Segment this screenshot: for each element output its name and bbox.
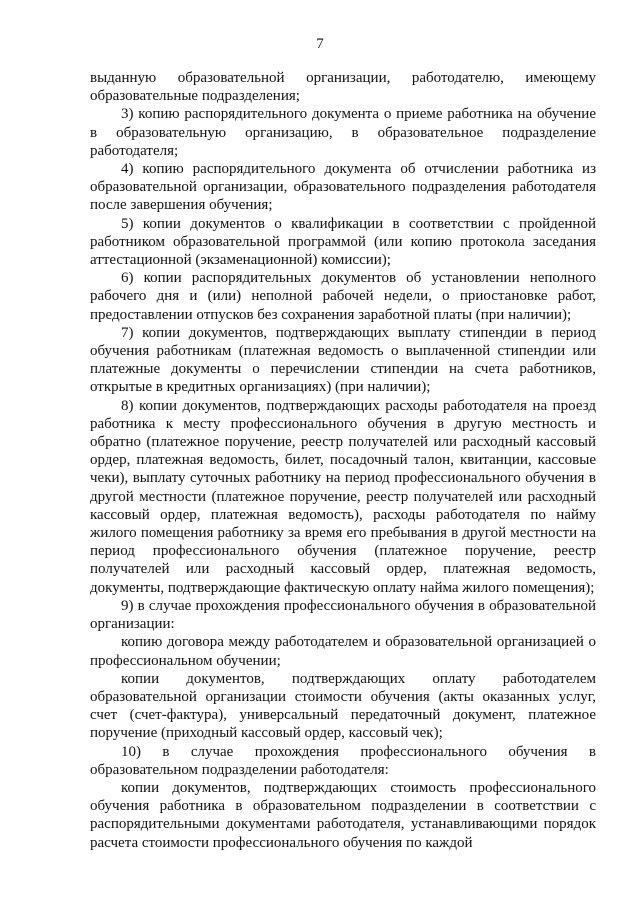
paragraph-item-5: 5) копии документов о квалификации в соответствии с пройденной работником образовательной программой (или копию протокола заседания аттестационной (экзаменационной) комиссии);: [90, 215, 596, 269]
paragraph-item-10: 10) в случае прохождения профессионального обучения в образовательном подразделении работодателя:: [90, 743, 596, 778]
paragraph-item-9-contract: копию договора между работодателем и образовательной организацией о профессиональном обучении;: [90, 634, 596, 669]
paragraph-item-6: 6) копии распорядительных документов об установлении неполного рабочего дня и (или) неполной рабочей недели, о приостановке работ, предоставлении отпусков без сохранения заработной платы (при наличии);: [90, 270, 596, 323]
document-body: [90, 69, 596, 852]
paragraph-item-10-cost: копии документов, подтверждающих стоимость профессионального обучения работника в образовательном подразделении в соответствии с распорядительными документами работодателя, устанавливающими порядок расчета стоимости профессионального обучения по каждой: [90, 779, 596, 851]
paragraph-item-8: 8) копии документов, подтверждающих расходы работодателя на проезд работника к месту профессионального обучения в другую местность и обратно (платежное поручение, реестр получателей или расходный кассовый ордер, платежная ведомость, билет, посадочный талон, квитанции, кассовые чеки), выплату суточных работнику на период профессионального обучения в другой местности (платежное поручение, реестр получателей или расходный кассовый ордер, платежная ведомость), расходы работодателя по найму жилого помещения работнику за время его пребывания в другой местности на период профессионального обучения (платежное поручение, реестр получателей или расходный кассовый ордер, платежная ведомость, документы, подтверждающие фактическую оплату найма жилого помещения);: [90, 397, 596, 596]
paragraph-item-4: 4) копию распорядительного документа об отчислении работника из образовательной организации, образовательного подразделения работодателя после завершения обучения;: [90, 161, 596, 214]
paragraph-item-9-payment: копии документов, подтверждающих оплату работодателем образовательной организации стоимости обучения (акты оказанных услуг, счет (счет-фактура), универсальный передаточный документ, платежное поручение (приходный кассовый ордер, кассовый чек);: [90, 670, 596, 742]
paragraph-item-7: 7) копии документов, подтверждающих выплату стипендии в период обучения работникам (платежная ведомость о выплаченной стипендии или платежные документы о перечислении стипендии на счета работников, открытые в кредитных организациях) (при наличии);: [90, 324, 596, 396]
paragraph-item-9: 9) в случае прохождения профессионального обучения в образовательной организации:: [90, 597, 596, 633]
paragraph-item-3: 3) копию распорядительного документа о приеме работника на обучение в образовательную организацию, в образовательное подразделение работодателя;: [90, 106, 596, 159]
paragraph-continuation: выданную образовательной организации, работодателю, имеющему образовательные подразделения;: [90, 70, 596, 105]
page-number: 7: [316, 36, 324, 52]
